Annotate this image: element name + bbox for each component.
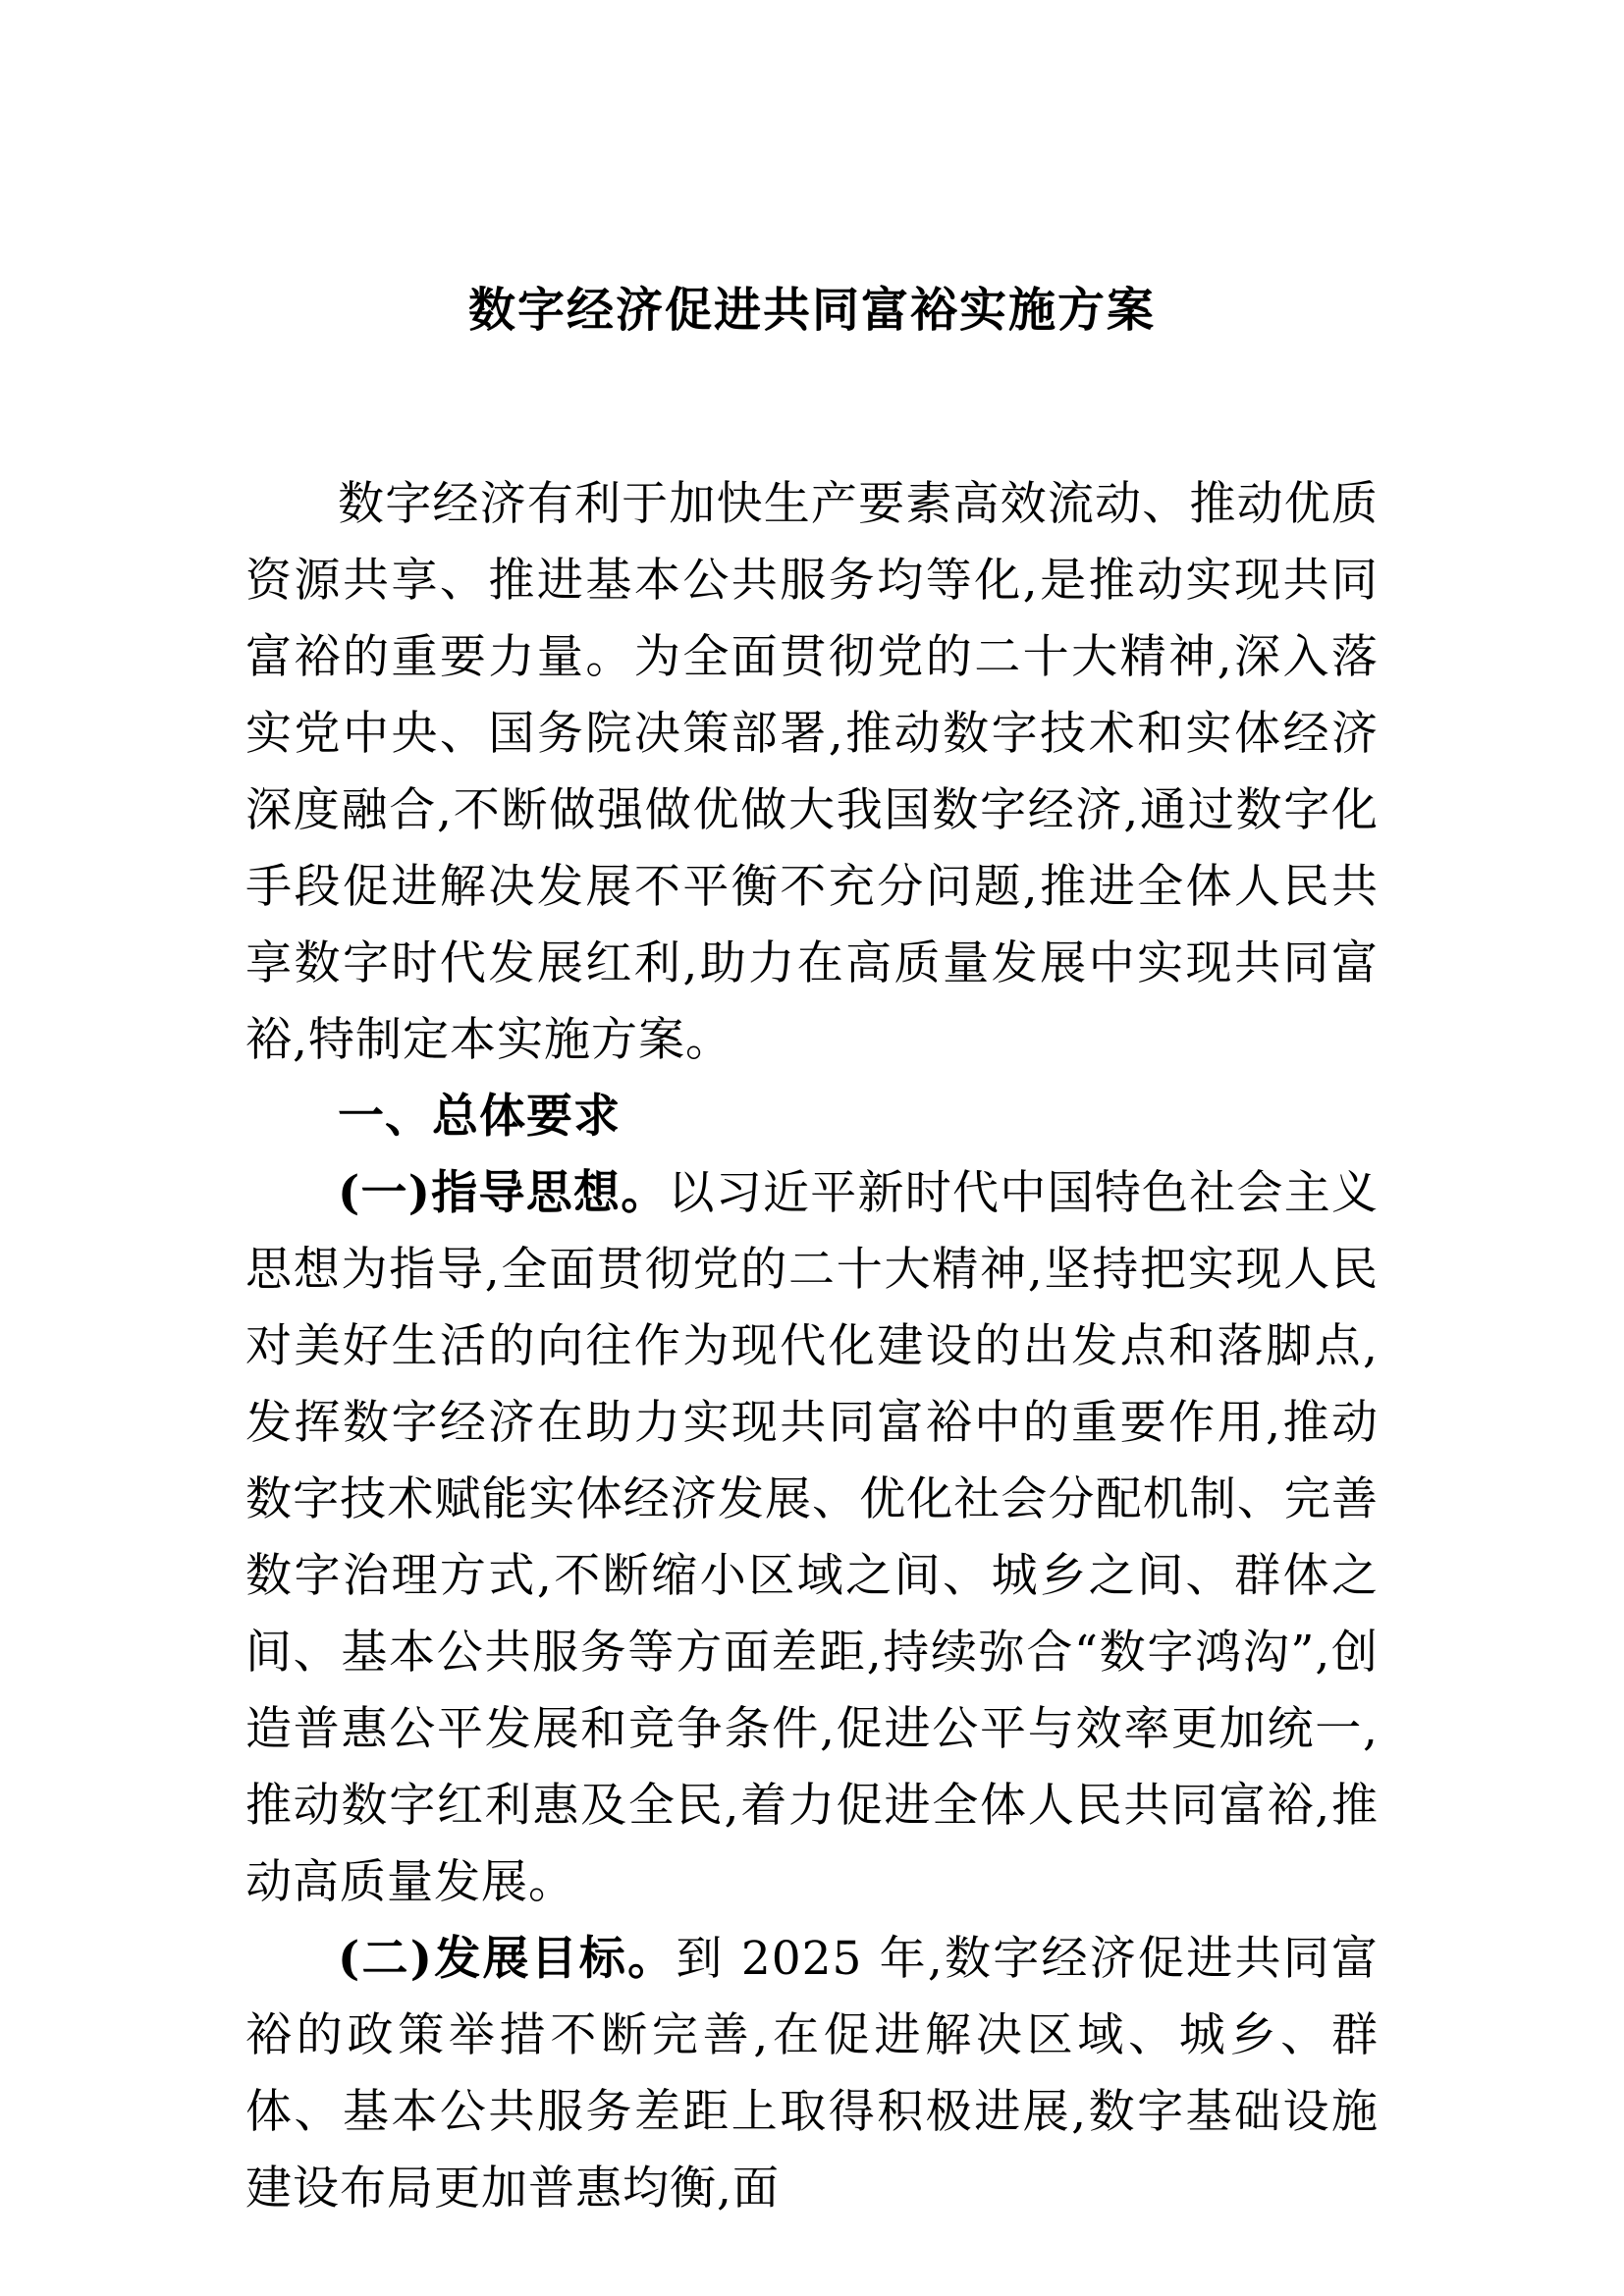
paragraph-development-goals-lead: (二)发展目标。 [338,1932,677,1986]
paragraph-guiding-ideology [245,1155,1379,1921]
opening-paragraph-text: 数字经济有利于加快生产要素高效流动、推动优质资源共享、推进基本公共服务均等化,是推动实现共同富裕的重要力量。为全面贯彻党的二十大精神,深入落实党中央、国务院决策部署,推动数字技术和实体经济深度融合,不断做强做优做大我国数字经济,通过数字化手段促进解决发展不平衡不充分问题,推进全体人民共享数字时代发展红利,助力在高质量发展中实现共同富裕,特制定本实施方案。 [245,477,1379,1067]
paragraph-development-goals [245,1921,1379,2227]
paragraph-development-goals-text: 到 2025 年,数字经济促进共同富裕的政策举措不断完善,在促进解决区域、城乡、群体、基本公共服务差距上取得积极进展,数字基础设施建设布局更加普惠均衡,面 [245,1932,1379,2216]
section-heading-general-requirements: 一、总体要求 [338,1090,621,1144]
document-title: 数字经济促进共同富裕实施方案 [467,283,1156,338]
paragraph-guiding-ideology-lead: (一)指导思想。 [338,1166,669,1220]
opening-paragraph [245,466,1379,1079]
paragraph-guiding-ideology-text: 以习近平新时代中国特色社会主义思想为指导,全面贯彻党的二十大精神,坚持把实现人民对美好生活的向往作为现代化建设的出发点和落脚点,发挥数字经济在助力实现共同富裕中的重要作用,推动数字技术赋能实体经济发展、优化社会分配机制、完善数字治理方式,不断缩小区域之间、城乡之间、群体之间、基本公共服务等方面差距,持续弥合“数字鸿沟”,创造普惠公平发展和竞争条件,促进公平与效率更加统一,推动数字红利惠及全民,着力促进全体人民共同富裕,推动高质量发展。 [245,1166,1379,1909]
